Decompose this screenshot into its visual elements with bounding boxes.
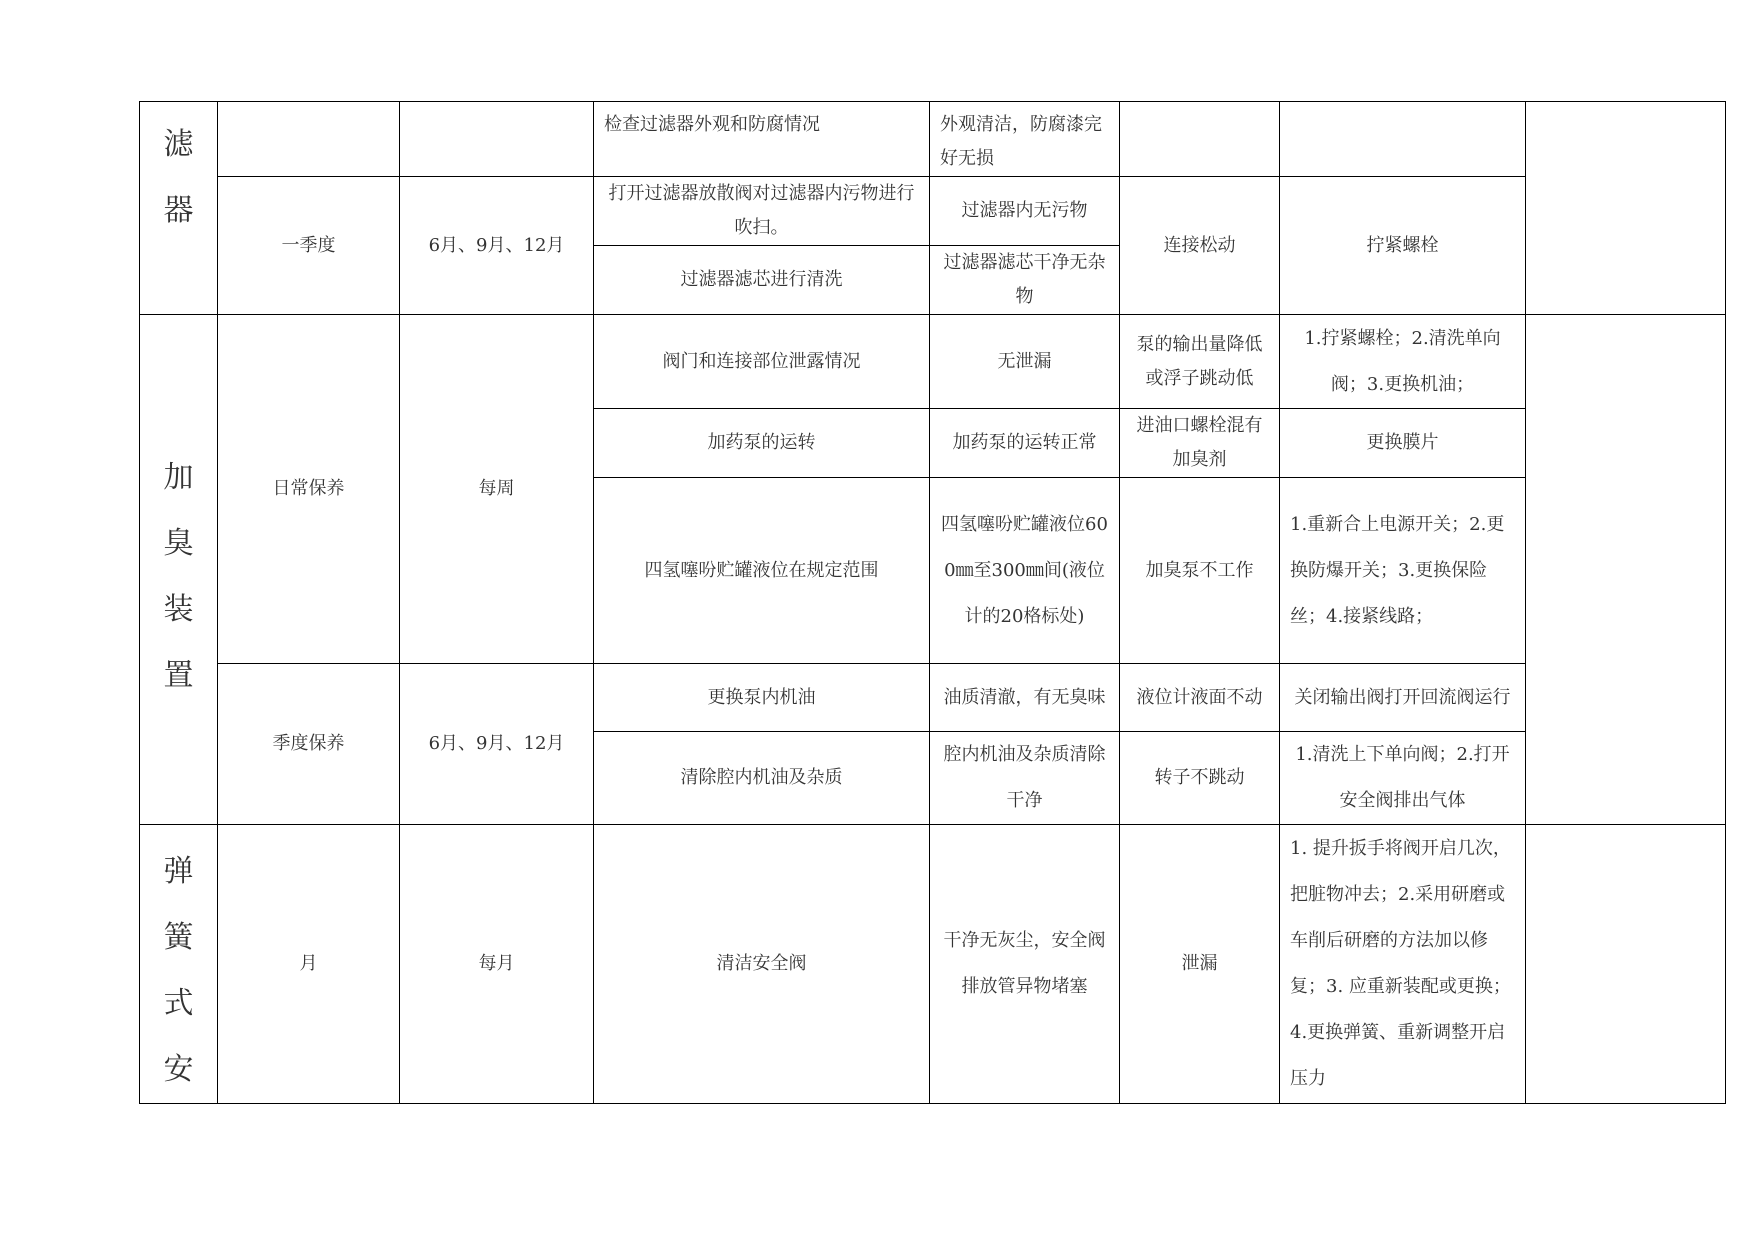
- solution-cell: 1.拧紧螺栓；2.清洗单向阀；3.更换机油；: [1280, 315, 1526, 409]
- solution-cell: 拧紧螺栓: [1280, 177, 1526, 315]
- cycle-cell: 日常保养: [218, 315, 400, 664]
- standard-cell: 外观清洁，防腐漆完好无损: [930, 102, 1120, 177]
- solution-cell: 1.清洗上下单向阀；2.打开安全阀排出气体: [1280, 732, 1526, 825]
- device-name: 弹 簧 式 安: [163, 854, 194, 1087]
- table-row: [140, 315, 1726, 409]
- fault-cell: 泄漏: [1120, 825, 1280, 1104]
- time-cell: 6月、9月、12月: [400, 664, 594, 825]
- standard-cell: 腔内机油及杂质清除干净: [930, 732, 1120, 825]
- item-cell: 打开过滤器放散阀对过滤器内污物进行吹扫。: [594, 177, 930, 246]
- item-cell: 过滤器滤芯进行清洗: [594, 246, 930, 315]
- standard-cell: 无泄漏: [930, 315, 1120, 409]
- fault-cell: [1120, 102, 1280, 177]
- device-cell: [140, 102, 218, 315]
- item-cell: 加药泵的运转: [594, 409, 930, 478]
- device-cell: [140, 825, 218, 1104]
- solution-cell: 1.重新合上电源开关；2.更换防爆开关；3.更换保险丝；4.接紧线路；: [1280, 478, 1526, 664]
- time-cell: [400, 102, 594, 177]
- solution-cell: 1. 提升扳手将阀开启几次，把脏物冲去；2.采用研磨或车削后研磨的方法加以修复；3. 应重新装配或更换；4.更换弹簧、重新调整开启压力: [1280, 825, 1526, 1104]
- maintenance-table: [139, 101, 1726, 1104]
- cycle-cell: 一季度: [218, 177, 400, 315]
- fault-cell: 加臭泵不工作: [1120, 478, 1280, 664]
- remark-cell: [1526, 825, 1726, 1104]
- device-cell: [140, 315, 218, 825]
- item-cell: 四氢噻吩贮罐液位在规定范围: [594, 478, 930, 664]
- standard-cell: 加药泵的运转正常: [930, 409, 1120, 478]
- fault-cell: 进油口螺栓混有加臭剂: [1120, 409, 1280, 478]
- device-name: 滤 器: [163, 127, 194, 228]
- item-cell: 清洁安全阀: [594, 825, 930, 1104]
- table-row: [140, 825, 1726, 1104]
- fault-cell: 泵的输出量降低或浮子跳动低: [1120, 315, 1280, 409]
- solution-cell: [1280, 102, 1526, 177]
- item-cell: 检查过滤器外观和防腐情况: [594, 102, 930, 177]
- standard-cell: 四氢噻吩贮罐液位600㎜至300㎜间(液位计的20格标处): [930, 478, 1120, 664]
- cycle-cell: 月: [218, 825, 400, 1104]
- remark-cell: [1526, 102, 1726, 315]
- standard-cell: 干净无灰尘，安全阀排放管异物堵塞: [930, 825, 1120, 1104]
- table-row: [140, 177, 1726, 246]
- time-cell: 每周: [400, 315, 594, 664]
- standard-cell: 过滤器内无污物: [930, 177, 1120, 246]
- device-name: 加 臭 装 置: [163, 460, 194, 693]
- standard-cell: 过滤器滤芯干净无杂物: [930, 246, 1120, 315]
- item-cell: 阀门和连接部位泄露情况: [594, 315, 930, 409]
- remark-cell: [1526, 315, 1726, 825]
- item-cell: 更换泵内机油: [594, 664, 930, 732]
- fault-cell: 液位计液面不动: [1120, 664, 1280, 732]
- time-cell: 6月、9月、12月: [400, 177, 594, 315]
- standard-cell: 油质清澈，有无臭味: [930, 664, 1120, 732]
- solution-cell: 更换膜片: [1280, 409, 1526, 478]
- cycle-cell: [218, 102, 400, 177]
- fault-cell: 连接松动: [1120, 177, 1280, 315]
- solution-cell: 关闭输出阀打开回流阀运行: [1280, 664, 1526, 732]
- table-row: [140, 664, 1726, 732]
- item-cell: 清除腔内机油及杂质: [594, 732, 930, 825]
- fault-cell: 转子不跳动: [1120, 732, 1280, 825]
- table-row: [140, 102, 1726, 177]
- cycle-cell: 季度保养: [218, 664, 400, 825]
- time-cell: 每月: [400, 825, 594, 1104]
